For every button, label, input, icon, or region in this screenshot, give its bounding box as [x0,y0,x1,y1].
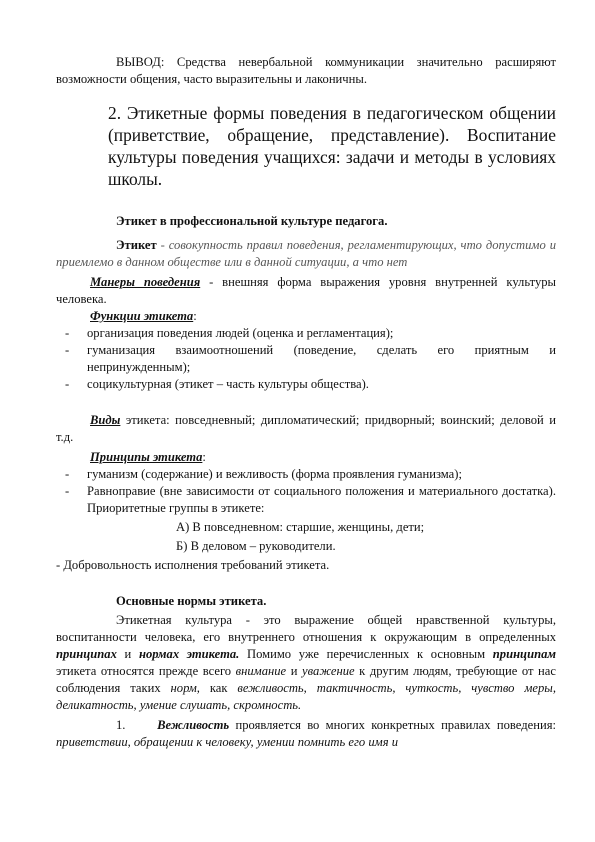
types-term: Виды [90,413,121,427]
conclusion-text: Средства невербальной коммуникации значительно расширяют возможности общения, часто выразительны и лаконичны. [56,55,556,86]
politeness-text: проявляется во многих конкретных правилах поведения: [229,718,556,732]
norms-term: вежливость, тактичность, чуткость, чувство меры, деликатность, умение слушать, скромность. [56,681,556,712]
list-item: - гуманизация взаимоотношений (поведение, сделать его приятным и непринужденным); [65,343,556,374]
norms-text: к другим людям, требующие от нас соблюдения таких [56,664,556,695]
norms-text: Этикетная культура - это выражение общей нравственной культуры, воспитанности человека, его внутреннего отношения к окружающим в определенных [56,613,556,644]
list-item-text: Равноправие (вне зависимости от социального положения и материального достатка). Приоритетные группы в этикете: [87,484,556,515]
norms-text: как [199,681,238,695]
norms-text: и [286,664,303,678]
norms-paragraph [56,612,556,714]
etiquette-def-term: Этикет [116,238,157,252]
politeness-examples: приветствии, обращении к человеку, умении помнить его имя и [56,735,398,749]
norms-term: уважение [302,664,355,678]
etiquette-heading: Этикет в профессиональной культуре педагога. [116,214,388,228]
priority-a: А) В повседневном: старшие, женщины, дети; [176,520,425,534]
list-item-text: гуманизация взаимоотношений (поведение, сделать его приятным и непринужденным); [87,343,556,374]
manners-definition [56,274,556,308]
etiquette-def-text: - совокупность правил поведения, регламентирующих, что допустимо и приемлемо в данном обществе или в данной ситуации, а что нет [56,238,556,269]
functions-term: Функции этикета [90,309,194,323]
conclusion-prefix: ВЫВОД: [116,55,165,69]
conclusion-paragraph [56,54,556,88]
list-item-text: организация поведения людей (оценка и регламентация); [87,326,394,340]
types-text: этикета: повседневный; дипломатический; придворный; воинский; деловой и т.д. [56,413,556,444]
norms-term: принципах [56,647,117,661]
politeness-term: Вежливость [157,718,230,732]
priority-b: Б) В деловом – руководители. [176,539,336,553]
norms-text: этикета относятся прежде всего [56,664,236,678]
principles-term: Принципы этикета [90,450,203,464]
functions-heading [56,308,556,325]
etiquette-section [56,213,556,751]
list-item: - Равноправие (вне зависимости от социального положения и материального достатка). Приоритетные группы в этикете: [65,484,556,515]
principles-colon: : [202,450,206,464]
norms-term: внимание [235,664,287,678]
list-item: - социкультурная (этикет – часть культуры общества). [65,377,369,391]
manners-text: - внешняя форма выражения уровня внутренней культуры человека. [56,275,556,306]
norms-term: принципам [492,647,556,661]
norms-text: Помимо уже перечисленных к основным [239,647,493,661]
norms-heading: Основные нормы этикета. [116,594,267,608]
list-item-text: гуманизм (содержание) и вежливость (форма проявления гуманизма); [87,467,462,481]
list-item: - организация поведения людей (оценка и регламентация); [65,326,394,340]
list-item: - гуманизм (содержание) и вежливость (форма проявления гуманизма); [65,467,462,481]
section-number: 2. [108,103,122,123]
manners-term: Манеры поведения [90,275,201,289]
norms-term: норм, [170,681,200,695]
politeness-paragraph [56,717,556,751]
list-item-text: социкультурная (этикет – часть культуры общества). [87,377,369,391]
principles-heading [56,449,556,466]
types-paragraph [56,412,556,446]
functions-colon: : [193,309,197,323]
etiquette-definition [56,237,556,271]
section-title: Этикетные формы поведения в педагогическом общении (приветствие, обращение, представление). Воспитание культуры поведения учащихся: задачи и методы в условиях школы. [108,103,556,189]
functions-list [56,325,556,393]
politeness-number: 1. [116,718,126,732]
voluntary-principle: - Добровольность исполнения требований этикета. [56,558,330,572]
norms-term: нормах этикета. [138,647,240,661]
norms-text: и [116,647,139,661]
section-heading [108,102,556,190]
principles-list [56,466,556,517]
